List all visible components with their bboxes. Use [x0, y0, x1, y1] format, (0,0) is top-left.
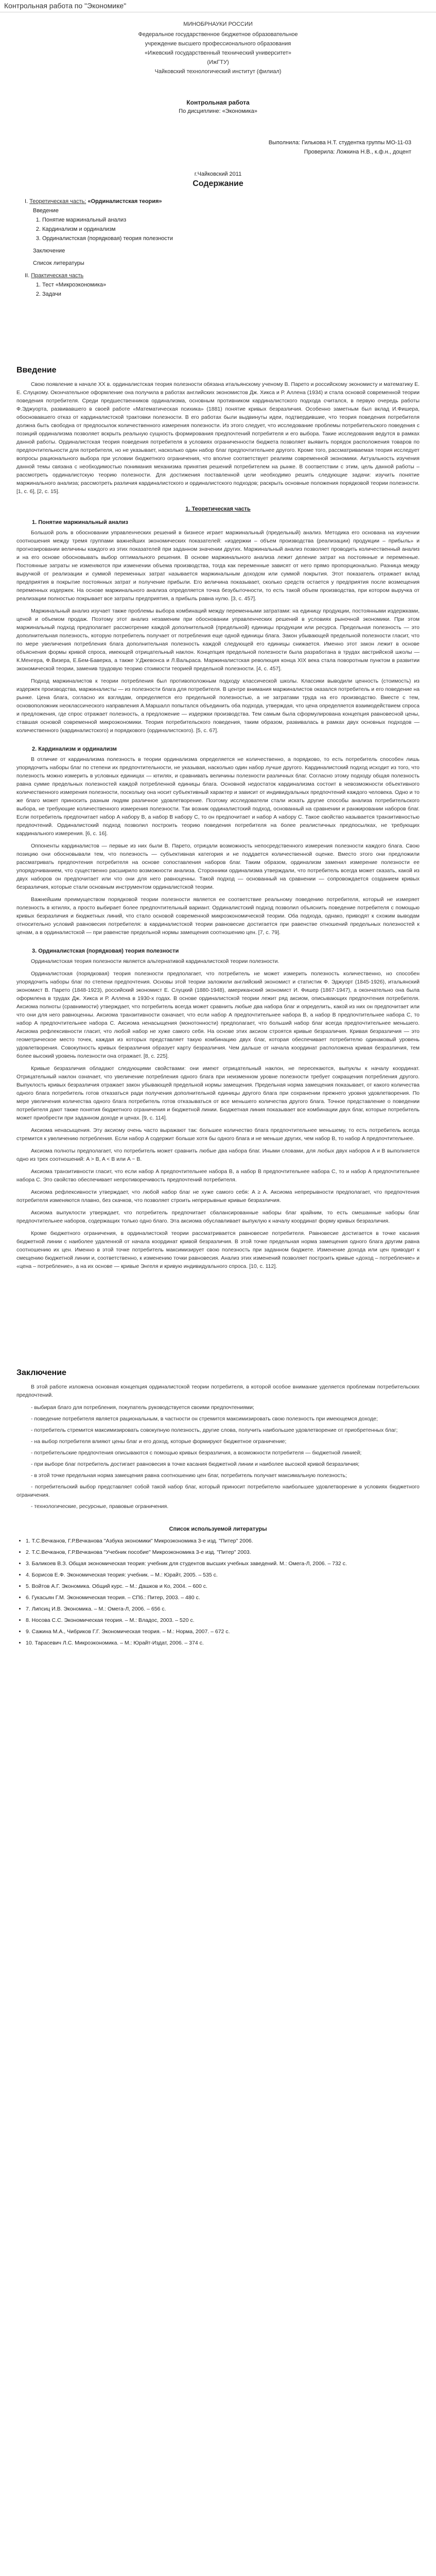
institution-abbr: (ИжГТУ) — [207, 59, 229, 65]
section-2-paragraph: В отличие от кардинализма полезность в теории ординализма определяется не количественно, а порядково, то есть потребитель способен лишь упорядочить наборы благ по степени их предпочтительности, не указывая, насколько один набор лучше другого. Кардиналистский подход исходит из того, что полезность можно измерить в условных единицах — ютилях, и сравнивать величины полезности различных благ. Согласно этому подходу общая полезность равна сумме предельных полезностей каждой потребленной единицы блага. Основной недостаток кардинализма состоит в невозможности объективного количественного измерения полезности, поскольку она носит субъективный характер и зависит от индивидуальных предпочтений каждого человека. Одно и то же благо может приносить разным людям различное удовлетворение. Поэтому исследователи стали искать другие способы анализа потребительского выбора, не требующие количественного измерения полезности. Так возник ординалистский подход, основанный на сравнении и ранжировании наборов благ. Если потребитель предпочитает набор А набору В, а набор В набору С, то он предпочитает и набор А набору С. Такое свойство называется транзитивностью предпочтений. Ординалистский подход позволил построить теорию поведения потребителя на более реалистичных предпосылках, не требующих кардинального измерения. [6, с. 16]. — [16, 756, 420, 837]
section-3-paragraph: Ординалистская (порядковая) теория полезности предполагает, что потребитель не может измерить полезность количественно, но способен упорядочить наборы благ по степени предпочтения. Основы этой теории заложили английский экономист и статистик Ф. Эджуорт (1845-1926), итальянский экономист В. Парето (1848-1923), российский экономист Е. Слуцкий (1880-1948), американский экономист И. Фишер (1867-1947), а окончательно она была оформлена в трудах Дж. Хикса и Р. Аллена в 1930-х годах. В основе ординалистской теории лежит ряд аксиом, описывающих предпочтения потребителя. Аксиома полноты (сравнимости) утверждает, что потребитель всегда может сравнить любые два набора благ и определить, какой из них он предпочитает или что они для него равноценны. Аксиома транзитивности означает, что если набор А предпочтительнее набора В, а набор В предпочтительнее набора С, то набор А предпочтительнее набора С. Аксиома ненасыщения (монотонности) предполагает, что больший набор благ всегда предпочтительнее меньшего. Аксиома рефлексивности гласит, что любой набор не хуже самого себя. На основе этих аксиом строятся кривые безразличия. Кривая безразличия — это геометрическое место точек, каждая из которых представляет такую комбинацию двух благ, которая обеспечивает потребителю одинаковый уровень удовлетворения. Совокупность кривых безразличия образует карту безразличия. Чем дальше от начала координат расположена кривая безразличия, тем более высокий уровень полезности она отражает. [8, с. 225]. — [16, 971, 420, 1059]
toc-literature: Список литературы — [33, 260, 84, 266]
toc-part-2 — [16, 271, 420, 280]
literature-heading — [16, 1526, 420, 1532]
institution-line-2: учреждение высшего профессионального образования — [145, 41, 291, 47]
literature-item: • 3. Баликоев В.З. Общая экономическая теория: учебник для студентов высших учебных заведений. М.: Омега-Л, 2006. – 732 с. — [26, 1559, 420, 1568]
section-2-paragraph: Важнейшим преимуществом порядковой теории полезности является ее соответствие реальному поведению потребителя, который не измеряет полезность в ютилях, а просто выбирает более предпочтительный вариант. Ординалистский подход позволил объяснить поведение потребителя с помощью кривых безразличия и бюджетных линий, что стало основой современной микроэкономической теории. Оба подхода, однако, приводят к схожим выводам относительно условий равновесия потребителя: в кардиналистской теории равновесие достигается при равенстве отношений предельных полезностей к ценам, а в ординалистской — при равенстве предельной нормы замещения соотношению цен. [7, с. 79]. — [16, 896, 420, 936]
title-page — [16, 20, 420, 76]
document-title: Контрольная работа по "Экономике" — [4, 2, 127, 10]
institution-line-3: «Ижевский государственный технический университет» — [145, 50, 291, 56]
literature-item: • 8. Носова С.С. Экономическая теория. – М.: Владос, 2003. – 520 с. — [26, 1616, 420, 1625]
discipline: По дисциплине: «Экономика» — [179, 108, 257, 114]
conclusion-paragraph: В этой работе изложена основная концепция ординалистской теории потребителя, в которой особое внимание уделяется проблемам потребительских предпочтений. — [16, 1384, 420, 1398]
literature-item: • 10. Тарасевич Л.С. Микроэкономика. – М.: Юрайт-Издат, 2006. – 374 с. — [26, 1638, 420, 1648]
toc-conclusion: Заключение — [33, 248, 65, 254]
document-body — [0, 20, 436, 1670]
literature-item: • 4. Борисов Е.Ф. Экономическая теория: учебник. – М.: Юрайт, 2005. – 535 с. — [26, 1570, 420, 1580]
section-3-paragraph: Аксиома полноты предполагает, что потребитель может сравнить любые два набора благ. Иными словами, для любых двух наборов A и B выполняется одно из трех соотношений: A > B, A < B или A ~ B. — [16, 1148, 420, 1162]
toc-item: 1. Понятие маржинальный анализ — [42, 215, 420, 225]
city-year: г.Чайковский 2011 — [194, 171, 242, 177]
literature-item: • 7. Липсиц И.В. Экономика. – М.: Омега-Л, 2006. – 656 с. — [26, 1604, 420, 1614]
toc-part-2-link[interactable]: Практическая часть — [31, 273, 84, 279]
page-gap — [16, 1270, 420, 1348]
conclusion-point: - потребительский выбор представляет собой такой набор благ, который приносит потребителю наибольшее удовлетворение в условиях бюджетного ограничения. — [16, 1484, 420, 1498]
section-3-paragraph: Аксиома рефлексивности утверждает, что любой набор благ не хуже самого себя: A ≥ A. Аксиома непрерывности предполагает, что предпочтения потребителя изменяются плавно, без скачков, что позволяет строить непрерывные кривые безразличия. — [16, 1189, 420, 1204]
performed-by: Выполнила: Гилькова Н.Т. студентка группы МО-11-03 — [268, 140, 411, 146]
literature-heading-text: Список используемой литературы — [169, 1526, 267, 1532]
toc-heading: Содержание — [193, 179, 243, 188]
conclusion-point: - поведение потребителя является рациональным, в частности он стремится максимизировать свою полезность при имеющемся доходе; — [31, 1416, 378, 1422]
institution-line-1: Федеральное государственное бюджетное образовательное — [138, 31, 298, 38]
conclusion-point: - потребитель стремится максимизировать совокупную полезность, другие слова, получить наибольшее удовлетворение от приобретенных благ; — [31, 1427, 398, 1433]
conclusion-point: - выбирая благо для потребления, покупатель руководствуется своими предпочтениями; — [31, 1404, 254, 1411]
toc-part-1-number: I. — [25, 198, 28, 205]
literature-item: • 2. Т.С.Вечканов, Г.Р.Вечканова "Учебник пособие" Микроэкономика 3-е изд. "Питер" 2003. — [26, 1548, 420, 1557]
literature-item: • 6. Гукасьян Г.М. Экономическая теория. – СПб.: Питер, 2003. – 480 с. — [26, 1593, 420, 1602]
bottom-space — [16, 1650, 420, 1670]
section-3-heading: 3. Ординалистская (порядковая) теория полезности — [32, 948, 179, 954]
section-3-paragraph: Аксиома выпуклости утверждает, что потребитель предпочитает сбалансированные наборы благ крайним, то есть смешанные наборы благ предпочтительнее наборов, содержащих только одно благо. Эта аксиома обуславливает выпуклую к началу координат форму кривых безразличия. — [16, 1210, 420, 1224]
toc-part-1-link[interactable]: Теоретическая часть: — [29, 198, 86, 205]
author-block — [16, 138, 420, 157]
section-2-paragraph: Оппоненты кардиналистов — первые из них были В. Парето, отрицали возможность непосредственного измерения полезности каждого блага. Свою позицию они обосновывали тем, что полезность — субъективная категория и не поддается количественной оценке. Вместо этого они предложили рассматривать предпочтения потребителя на основе сопоставления наборов благ. Таким образом, ординализм заменил измерение полезности ее упорядочиванием, что существенно расширило возможности анализа. Сторонники ординализма утверждали, что потребитель всегда может сказать, какой из двух наборов он предпочитает или что они для него равноценны. Такой подход — основанный на сравнении — сопровождается созданием кривых безразличия, которые стали основным инструментом ординалистской теории. — [16, 843, 420, 890]
toc-item: 2. Задачи — [42, 290, 420, 299]
section-3-paragraph: Кроме бюджетного ограничения, в ординалистской теории рассматривается равновесие потребителя. Равновесие достигается в точке касания бюджетной линии с наиболее удаленной от начала координат кривой безразличия. В этой точке предельная норма замещения одного блага другим равна соотношению их цен. Именно в этой точке потребитель максимизирует свою полезность при заданном бюджете. Изменение дохода или цен приводит к смещению бюджетной линии и, соответственно, к изменению точки равновесия. Анализ этих изменений позволяет построить кривые «доход – потребление» и «цена – потребление», а на их основе — кривые Энгеля и кривую индивидуального спроса. [10, с. 112]. — [16, 1230, 420, 1269]
toc-item: 1. Тест «Микроэкономика» — [42, 280, 420, 290]
section-3-paragraph: Аксиома ненасыщения. Эту аксиому очень часто выражают так: большее количество блага предпочтительнее меньшему, то есть потребитель всегда стремится к увеличению потребления. Если набор A содержит больше хотя бы одного блага и не меньше других, чем набор B, то набор A предпочтительнее. — [16, 1127, 420, 1142]
toc-intro: Введение — [33, 208, 59, 214]
part-1-heading-text: 1. Теоретическая часть — [185, 506, 251, 512]
intro-heading: Введение — [16, 366, 57, 375]
section-1-paragraph: Большой роль в обосновании управленческих решений в бизнесе играет маржинальный (предельный) анализ. Методика его основана на изучении соотношения между тремя группами важнейших экономических показателей: «издержки – объем производства (реализации) продукции – прибыль» и прогнозировании величины каждого из этих показателей при заданном значении других. Маржинальный анализ позволяет проводить количественный анализ и на его основе обосновывать выбор оптимального решения. В основе маржинального анализа лежит деление затрат на постоянные и переменные. Постоянные затраты не изменяются при изменении объема производства, тогда как переменные зависят от него прямо пропорционально. Разница между выручкой от реализации и суммой переменных затрат называется маржинальным доходом или суммой покрытия. Этот показатель отражает вклад предприятия в покрытие постоянных затрат и получение прибыли. Его величина показывает, сколько средств остается у предприятия после возмещения переменных издержек. На основе маржинального анализа определяется точка безубыточности, то есть такой объем производства, при котором выручка от реализации полностью покрывает все затраты предприятия, а прибыль равна нулю. [3, с. 457]. — [16, 530, 420, 602]
section-2-heading: 2. Кардинализм и ординализм — [32, 746, 117, 752]
section-1-heading: 1. Понятие маржинальный анализ — [32, 519, 128, 526]
section-1-paragraph: Маржинальный анализ изучает также проблемы выбора комбинаций между переменными затратами: на единицу продукции, постоянными издержками, ценой и объемом продаж. Поэтому этот анализ незаменим при обосновании управленческих решений в условиях рыночной экономики. При этом маржинальный подход предполагает рассмотрение каждой дополнительной (предельной) единицы продукции или ресурса. Предельная полезность — это дополнительная полезность, которую потребитель получает от потребления еще одной единицы блага. Закон убывающей предельной полезности гласит, что по мере увеличения потребления блага дополнительная полезность каждой следующей его единицы снижается. Именно этот закон лежит в основе объяснения формы кривой спроса, имеющей отрицательный наклон. Концепция предельной полезности была разработана в трудах австрийской школы — К.Менгера, Ф.Визера, Е.Бем-Баверка, а также У.Джевонса и Л.Вальраса. Маржиналистская революция конца XIX века стала поворотным пунктом в развитии экономической теории, заменив трудовую теорию стоимости теорией предельной полезности. [4, с. 457]. — [16, 608, 420, 672]
toc-theory-list — [16, 215, 420, 243]
literature-item: • 5. Войтов А.Г. Экономика. Общий курс. – М.: Дашков и Ко, 2004. – 600 с. — [26, 1582, 420, 1591]
conclusion-point: - при выборе благ потребитель достигает равновесия в точке касания бюджетной линии и наиболее высокой кривой безразличия; — [31, 1461, 360, 1467]
part-1-heading — [16, 506, 420, 512]
toc-item: 2. Кардинализм и ординализм — [42, 225, 420, 234]
section-3-paragraph: Аксиома транзитивности гласит, что если набор A предпочтительнее набора B, а набор B предпочтительнее набора C, то и набор A предпочтительнее набора C. Это свойство обеспечивает непротиворечивость предпочтений потребителя. — [16, 1168, 420, 1183]
conclusion-point: - на выбор потребителя влияют цены благ и его доход, которые формируют бюджетное ограничение; — [31, 1438, 287, 1445]
section-1-paragraph: Подход маржиналистов к теории потребления был противоположным подходу классической школы. Классики выводили ценность (стоимость) из издержек производства, маржиналисты — из полезности блага для потребителя. В центре внимания маржиналистов оказался потребитель и его поведение на рынке. Цена блага, согласно их взглядам, определяется его предельной полезностью, а не затратами труда на его производство. Вместе с тем, основоположник неоклассического направления А.Маршалл попытался объединить оба подхода, утверждая, что цена определяется взаимодействием спроса и предложения, где спрос отражает полезность, а предложение — издержки производства. Тем самым была сформулирована концепция равновесной цены, ставшая основой современной микроэкономики. Теория потребительского поведения, таким образом, развивалась в рамках двух основных подходов — количественного (кардиналистского) и порядкового (ординалистского). [5, с. 67]. — [16, 678, 420, 734]
toc-practice-list — [16, 280, 420, 299]
conclusion-heading: Заключение — [16, 1368, 66, 1377]
toc-part-2-number: II. — [25, 273, 30, 279]
ministry-line: МИНОБРНАУКИ РОССИИ — [183, 21, 253, 27]
section-3-paragraph: Кривые безразличия обладают следующими свойствами: они имеют отрицательный наклон, не пересекаются, выпуклы к началу координат. Отрицательный наклон означает, что увеличение потребления одного блага при неизменном уровне полезности требует сокращения потребления другого. Выпуклость кривых безразличия отражает закон убывающей предельной нормы замещения. Предельная норма замещения показывает, от какого количества одного блага потребитель готов отказаться ради получения дополнительной единицы другого блага при сохранении прежнего уровня удовлетворения. По мере увеличения количества одного блага потребитель готов отказываться от все меньшего количества другого блага. Точное представление о поведении потребителя дают также понятия бюджетного ограничения и бюджетной линии. Бюджетная линия показывает все комбинации двух благ, которые потребитель может приобрести при заданном доходе и ценах. [9, с. 114]. — [16, 1065, 420, 1121]
literature-list — [16, 1536, 420, 1648]
toc-part-1-title: «Ординалистская теория» — [88, 198, 162, 205]
institute-branch: Чайковский технологический институт (филиал) — [154, 69, 282, 75]
work-type: Контрольная работа — [186, 99, 250, 106]
conclusion-point: - в этой точке предельная норма замещения равна соотношению цен благ, потребитель получает максимальную полезность; — [31, 1472, 347, 1479]
section-3-paragraph: Ординалистская теория полезности является альтернативой кардиналистской теории полезности. — [31, 958, 280, 964]
toc-item: 3. Ординалистская (порядковая) теория полезности — [42, 234, 420, 243]
toc-part-1 — [16, 197, 420, 206]
document-title-bar — [0, 0, 436, 12]
literature-item: • 9. Сажина М.А., Чибриков Г.Г. Экономическая теория. – М.: Норма, 2007. – 672 с. — [26, 1627, 420, 1636]
conclusion-point: - технологические, ресурсные, правовые ограничения. — [31, 1503, 169, 1510]
conclusion-point: - потребительские предпочтения описываются с помощью кривых безразличия, а возможности потребителя — бюджетной линией; — [31, 1450, 362, 1456]
checked-by: Проверила: Ложкина Н.В., к.ф.н., доцент — [304, 149, 411, 155]
intro-paragraph: Свою появление в начале XX в. ординалистская теория полезности обязана итальянскому ученому В. Парето и российскому экономисту и математику Е. Е. Слуцкому. Окончательное оформление она получила в работах английских экономистов Дж. Хикса и Р. Аллена (1934) и стала основой современной теории поведения потребителя. Среди предшественников ординализма, основным противником кардиналистского подхода считался, в первую очередь работы Ф.Эджуорта, развивавшего в своей работе «Математическая психика» (1881) понятие кривых безразличия. Особенно заметным был вклад И.Фишера, обосновавшего отказ от кардиналистской трактовки полезности. В его работах были выдвинуты идеи, подтвердившие, что теория поведения потребителя должна быть свободна от предпосылок количественного измерения полезности. Из этого следует, что исследование проблемы потребительского поведения с позиций ординализма позволяет вскрыть реальную сущность формирования предпочтений потребителя и его выбора. Такие исследования ведутся в рамках данной работы. Ординалистская теория поведения потребителя в условиях ограниченности бюджета позволяет выявить порядок расположения товаров по предпочтительности для потребителя, но не указывает, насколько один набор благ предпочтительнее другого. Кроме того, рассматриваемая теория исследует вопросы рационального выбора при условии бюджетного ограничения, что вполне соответствует реалиям современной экономики. Актуальность изучения данной темы связана с необходимостью понимания механизма принятия решений потребителем на рынке. В соответствии с этим, цель данной работы – рассмотреть ординалистскую теорию полезности. Для достижения поставленной цели необходимо решить следующие задачи: изучить понятие маржинального анализа; рассмотреть различия кардиналистского и ординалистского подходов; раскрыть основные положения порядковой теории полезности. [1, с. 6], [2, с. 15]. — [16, 381, 420, 495]
table-of-contents — [16, 197, 420, 299]
literature-item: • 1. Т.С.Вечканов, Г.Р.Вечканова "Азбука экономики" Микроэкономика 3-е изд. "Питер" 2006. — [26, 1536, 420, 1546]
